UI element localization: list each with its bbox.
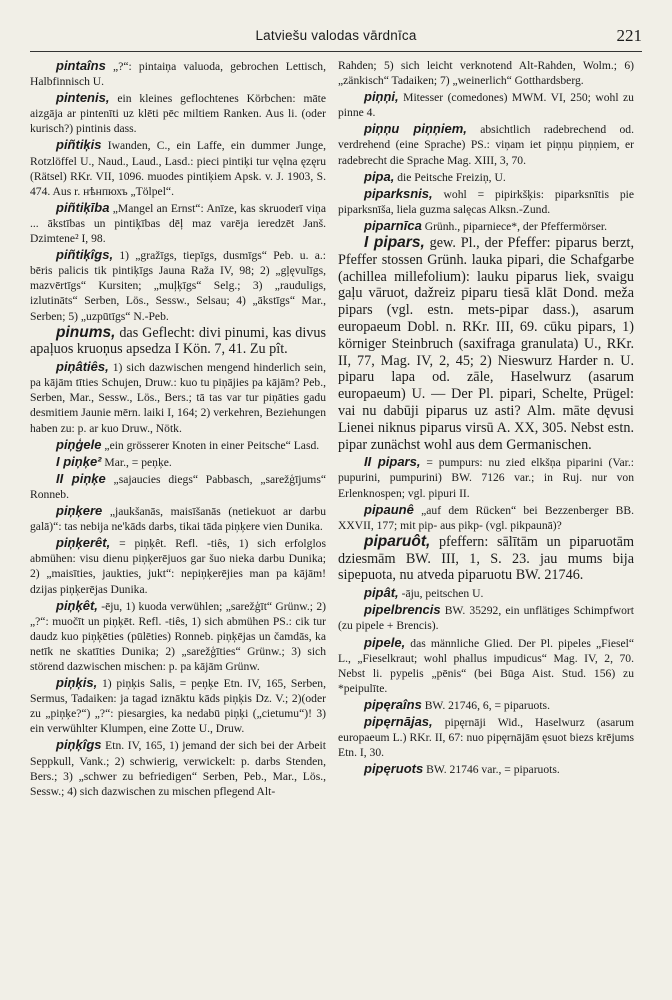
dictionary-entry xyxy=(338,697,634,713)
entry-definition: BW. 21746, 6, = piparuots. xyxy=(424,698,550,712)
entry-headword: pipât, xyxy=(364,585,399,601)
dictionary-entry xyxy=(338,534,634,584)
entry-headword: I piņķe² xyxy=(56,453,102,469)
entry-definition: „?“: pintaiņa valuoda, gebrochen Lettisch, Halbfinnisch U. xyxy=(30,60,326,89)
dictionary-entry xyxy=(30,503,326,534)
entry-definition: pfeffern: sālītām un piparuotām dziesmām BW. III, 1, S. 23. jau mums bija sipepuota, nu atveda piparuotu BW. 21746. xyxy=(338,533,634,584)
dictionary-entry xyxy=(338,169,634,185)
entry-definition: = pumpurs: nu zied elkšņa piparini (Var.: pupurini, pumpurini) BW. 7126 var.; in Ruj. nur von Erlenknospen; vgl. pipuri II. xyxy=(338,456,634,500)
entry-definition: wohl = pipirkšķis: piparksnītis pie piparksnīša, liela guzma salęcas Alksn.-Zund. xyxy=(338,187,634,216)
dictionary-entry xyxy=(30,200,326,246)
header-rule xyxy=(30,51,642,52)
page-header xyxy=(30,28,642,50)
entry-definition: „jaukšanās, maisīšanās (netiekuot ar darbu galā)“: tas nebija ne'kāds darbs, tikai tāda piņķere vien Dunika. xyxy=(30,505,326,534)
entry-definition: das männliche Glied. Der Pl. pipeles „Fiesel“ L., „Fieselkraut; wohl phallus impudicus“ Mag. IV, 2, 70. Nebst li. pypelis „pēnis“ (bei Būga Aist. Stud. 156) zu *peipulīte. xyxy=(338,636,634,695)
dictionary-entry xyxy=(30,454,326,470)
dictionary-entry xyxy=(30,598,326,674)
dictionary-entry xyxy=(30,247,326,323)
entry-definition: Rahden; 5) sich leicht verknotend Alt-Rahden, Wolm.; 6) „zänkisch“ Tadaiken; 7) „weinerlich“ Gotthardsberg. xyxy=(338,59,634,88)
right-column xyxy=(338,58,634,988)
entry-definition: absichtlich radebrechend od. verdrehend (eine Sprache) PS.: viņam iet piņņu piņņiem, er radebrecht die Sprache Mag. XIII, 3, 70. xyxy=(338,123,634,167)
entry-definition: Mitesser (comedones) MWM. VI, 250; wohl zu pinne 4. xyxy=(338,91,634,120)
entry-headword: piñtiķība xyxy=(56,199,110,215)
entry-headword: pintaîns xyxy=(56,58,106,73)
entry-headword: piņģele xyxy=(56,436,102,452)
entry-definition: Grünh., piparniece*, der Pfeffermörser. xyxy=(424,219,608,233)
dictionary-entry xyxy=(30,58,326,89)
entry-definition: ein kleines geflochtenes Körbchen: māte aizgāja ar pintenīti uz klēti pēc miltiem Ranken. Aus li. (oder kurisch?) pintinis dass. xyxy=(30,92,326,136)
entry-headword: pipa, xyxy=(364,168,395,184)
dictionary-entry xyxy=(30,325,326,359)
entry-headword: piņķerêt, xyxy=(56,535,111,551)
entry-headword: piņâtiês, xyxy=(56,359,109,375)
dictionary-entry xyxy=(338,218,634,234)
entry-definition: -āju, peitschen U. xyxy=(401,587,484,601)
entry-headword: pipęraîns xyxy=(364,696,422,712)
entry-headword: piņķîgs xyxy=(56,737,102,753)
entry-definition: 1) „gražīgs, tiepīgs, dusmīgs“ Peb. u. a.: bēris palicis tik pintiķīgs Jauna Raža IV, 98; 2) „gļęvulīgs, mazvērtīgs“ Kursiten; „muļķīgs“ Selg.; 3) „rauduligs, izlutināts“ Serben, Lös., Sessw., Selsau; 4) „ākstīgs“ Mar., Serben; 5) „uzpūtīgs“ N.-Peb. xyxy=(30,249,326,323)
dictionary-entry xyxy=(338,58,634,88)
dictionary-entry xyxy=(338,454,634,500)
entry-headword: piparuôt, xyxy=(364,532,431,550)
entry-headword: piņņi, xyxy=(364,89,399,105)
entry-headword: pipęruots xyxy=(364,761,424,777)
entry-headword: I pipars, xyxy=(364,234,425,252)
dictionary-entry xyxy=(338,761,634,777)
entry-definition: gew. Pl., der Pfeffer: piparus berzt, Pfeffer stossen Grünh. lauka pipari, die Schafgarbe (achillea millefolium): lauku piparus liek, svaigu gaļu vāruot, dažreiz piparu tiesā klāt Dond. meža pipars (vgl. estn. mets-pipar dass.), asarum europaeum Dobl. n. RKr. III, 69. cūku pipars, 1) körniger Steinbruch (saxifraga granulata) U., RKr. II, 77, Mag. IV, 2, 45; 2) Nieswurz Harder n. U. piparu lapa od. zāle, Haselwurz (asarum europaeum) U. — Der Pl. pipari, Schelte, Prügel: vai nu dabūji piparus uz asti? Alm. māte dęvusi Lienei niknus piparus virsū A. XX, 305. Nebst estn. pipar zunächst wohl aus dem Germanischen. xyxy=(338,235,634,453)
entry-definition: Iwanden, C., ein Laffe, ein dummer Junge, Rotzlöffel U., Naud., Laud., Lasd.: pieci pintiķi tur vęlna ęzęru (Rätsel) RKr. VII, 1096. muodes pintiķiem Apsk. v. J. 1903, S. 474. Aus r. нѣнпюхъ „Tölpel“. xyxy=(30,139,326,198)
entry-definition: die Peitsche Freiziņ, U. xyxy=(397,170,506,184)
entry-definition: -ēju, 1) kuoda verwühlen; „sarežģīt“ Grünw.; 2) „?“: muočīt un piņķēt. Refl. -tiês, 1) sich abmühen PS.: cik tur daudz kuo piņķēties (pūlēties) Ronneb. piņķējas un čamdās, ka netīk ne skatīties Dunika; 2) „sarežģīties“ Grünw.; 3) sich störend dazwischen mischen: p. pa kājām Grünw. xyxy=(30,599,326,673)
dictionary-entry xyxy=(338,502,634,533)
dictionary-entry xyxy=(30,90,326,136)
dictionary-entry xyxy=(338,235,634,453)
entry-definition: 1) sich dazwischen mengend hinderlich sein, pa kājām tīties Schujen, Druw.: kuo tu piņājies pa kājām? Peb., Serben, Mar., Sessw., Lös., Bers.; tā tas var tur piņāties gadu desmitiem Jaunie mērn. laiki I, 164; 2) verkehren, Beziehungen haben zu: p. ar kuo Druw., Nötk. xyxy=(30,361,326,435)
dictionary-entry xyxy=(338,121,634,167)
entry-headword: piparnīca xyxy=(364,217,422,233)
entry-headword: II pipars, xyxy=(364,454,421,470)
entry-definition: Etn. IV, 165, 1) jemand der sich bei der Arbeit Seppkull, Vank.; 2) schwierig, verwickelt: p. darbs Stenden, Bers.; 3) „schwer zu befriedigen“ Serben, Peb., Mar., Lös., Sessw.; 4) sich dazwischen zu mischen pflegend Alt- xyxy=(30,739,326,798)
entry-definition: BW. 21746 var., = piparuots. xyxy=(426,763,560,777)
entry-headword: piñtiķîgs, xyxy=(56,247,114,263)
dictionary-entry xyxy=(30,535,326,596)
page-number: 221 xyxy=(616,26,642,45)
dictionary-entry xyxy=(30,737,326,798)
left-column xyxy=(30,58,326,988)
entry-definition: 1) piņķis Salis, = peņķe Etn. IV, 165, Serben, Sermus, Tadaiken: ja tagad iznāktu kāds piņķis Dz. V.; 2)(oder zu „piņķe?“) „?“: piesargies, ka nedabū piņķi („cietumu“)! 3) ein verwühlter Klumpen, eine Zotte U., Druw. xyxy=(30,677,326,736)
dictionary-entry xyxy=(338,585,634,601)
entry-definition: „ein grösserer Knoten in einer Peitsche“ Lasd. xyxy=(104,438,320,452)
entry-definition: „Mangel an Ernst“: Anīze, kas skruoderī viņa ... ākstības un pintiķības dēļ maz varēja ieredzēt Janš. Dzimtene² I, 98. xyxy=(30,201,326,246)
entry-headword: II piņķe xyxy=(56,470,106,486)
entry-headword: pipele, xyxy=(364,634,406,650)
dictionary-entry xyxy=(338,714,634,760)
entry-definition: das Geflecht: divi pinumi, kas divus apaļuos kruoņus apsedza I Kön. 7, 41. Zu pît. xyxy=(30,324,326,358)
entry-headword: pintenis, xyxy=(56,90,110,106)
entry-definition: Mar., = peņķe. xyxy=(104,455,172,469)
entry-headword: piņķêt, xyxy=(56,597,98,613)
entry-headword: piņķis, xyxy=(56,675,98,691)
dictionary-entry xyxy=(338,89,634,120)
entry-headword: piparksnis, xyxy=(364,185,433,201)
running-title: Latviešu valodas vārdnīca xyxy=(255,28,417,43)
entry-headword: pinums, xyxy=(56,323,116,341)
entry-definition: „auf dem Rücken“ bei Bezzenberger BB. XXVII, 177; mit pip- aus pikp- (vgl. pikpaunā)? xyxy=(338,503,634,532)
entry-headword: pipęrnājas, xyxy=(364,714,433,729)
entry-headword: pipelbrencis xyxy=(364,602,441,618)
entry-definition: pipęrnāji Wid., Haselwurz (asarum europaeum L.) RKr. II, 67: nuo pipęrnājām ęsuot biezs krējums Etn. I, 30. xyxy=(338,716,634,760)
entry-headword: pipaunê xyxy=(364,501,414,517)
dictionary-entry xyxy=(30,675,326,736)
entry-definition: = piņķêt. Refl. -tiês, 1) sich erfolglos abmühen: visu dienu piņķerējuos gar šuo nieka darbu Dunika; 2) „maisīties, jaukties, jukt“: nepiņķerējies man pa kājām! dzijas piņķerējas Dunika. xyxy=(30,537,326,596)
entry-definition: BW. 35292, ein unflätiges Schimpfwort (zu pipele + Brencis). xyxy=(338,604,634,633)
dictionary-entry xyxy=(30,437,326,453)
dictionary-entry xyxy=(338,186,634,217)
dictionary-entry xyxy=(30,359,326,435)
entry-headword: piņķere xyxy=(56,503,103,519)
dictionary-entry xyxy=(30,137,326,198)
dictionary-entry xyxy=(338,602,634,633)
dictionary-entry xyxy=(338,635,634,696)
entry-definition: „sajaucies diegs“ Pabbasch, „sarežģījums“ Ronneb. xyxy=(30,472,326,501)
dictionary-entry xyxy=(30,471,326,502)
entry-headword: piņņu piņņiem, xyxy=(364,121,467,137)
entry-headword: piñtiķis xyxy=(56,137,102,153)
